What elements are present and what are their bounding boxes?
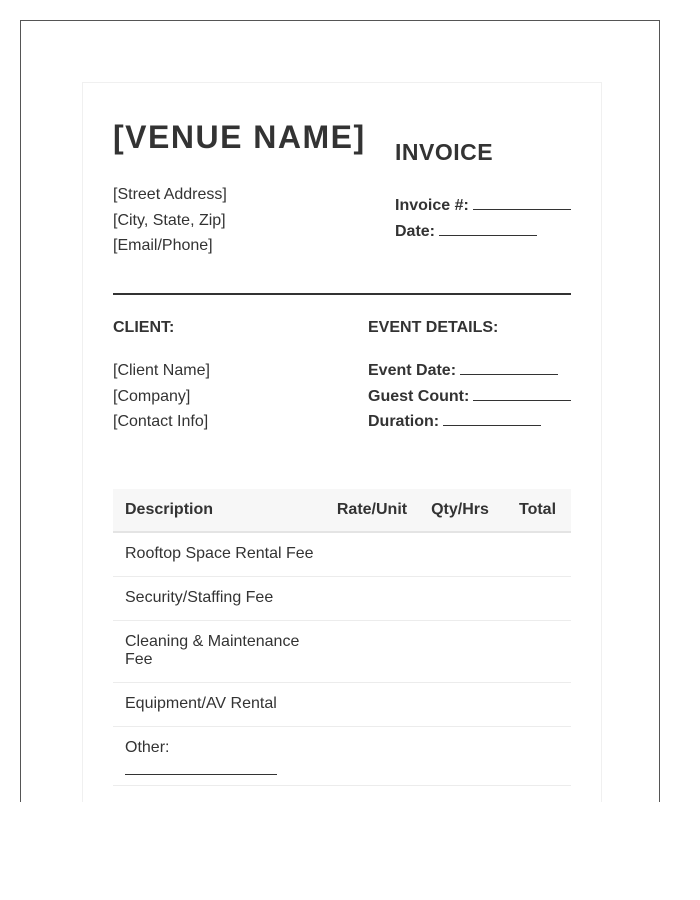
invoice-date-label: Date: [395,223,436,240]
row-qty-cell [416,577,504,620]
venue-address [113,182,227,259]
event-details-heading: EVENT DETAILS: [368,319,499,336]
row-total-cell [504,577,571,620]
row-rate-cell [328,577,416,620]
table-row [113,727,571,786]
row-qty-cell [416,683,504,726]
invoice-title: INVOICE [395,139,494,165]
row-total-cell [504,683,571,726]
duration-label: Duration: [368,413,440,430]
invoice-number-field [395,193,571,219]
row-description: Rooftop Space Rental Fee [125,545,314,562]
row-rate-cell [328,683,416,726]
duration-field [368,409,571,435]
invoice-date-field [395,219,571,245]
row-qty-cell [416,621,504,682]
row-total-cell [504,727,571,785]
table-row [113,577,571,621]
guest-count-label: Guest Count: [368,387,470,405]
header-total: Total [518,501,557,518]
client-contact: [Contact Info] [113,413,209,430]
client-company: [Company] [113,387,191,405]
event-date-blank [460,359,558,375]
invoice-date-blank [439,220,537,236]
event-date-field [368,358,571,384]
row-description: Equipment/AV Rental [125,695,277,712]
email-phone: [Email/Phone] [113,237,213,254]
guest-count-field [368,384,571,410]
street-address: [Street Address] [113,186,227,203]
table-header [113,489,571,533]
row-description: Cleaning & Maintenance Fee [125,633,300,668]
row-rate-cell [328,621,416,682]
duration-blank [443,410,541,426]
other-label: Other: [125,739,170,756]
event-date-label: Event Date: [368,362,457,379]
event-details [368,358,571,435]
venue-name: [VENUE NAME] [113,119,366,155]
row-description: Security/Staffing Fee [125,589,274,606]
row-total-cell [504,621,571,682]
client-info [113,358,210,435]
header-description: Description [125,501,214,518]
row-description-other [113,727,328,785]
invoice-page [82,82,602,802]
row-total-cell [504,533,571,576]
invoice-fields [395,193,571,245]
city-state-zip: [City, State, Zip] [113,211,226,229]
row-rate-cell [328,727,416,785]
row-qty-cell [416,533,504,576]
invoice-number-blank [473,194,571,210]
charges-table [113,489,571,786]
other-blank-line [125,758,277,775]
header-divider [113,293,571,295]
row-qty-cell [416,727,504,785]
invoice-number-label: Invoice #: [395,197,469,214]
table-row [113,683,571,727]
client-name: [Client Name] [113,362,210,379]
guest-count-blank [473,385,571,401]
header-rate-unit: Rate/Unit [336,501,408,518]
header-qty-hrs: Qty/Hrs [431,501,489,518]
row-rate-cell [328,533,416,576]
table-row [113,621,571,683]
client-heading: CLIENT: [113,319,175,336]
table-row [113,533,571,577]
document-frame [20,20,660,802]
